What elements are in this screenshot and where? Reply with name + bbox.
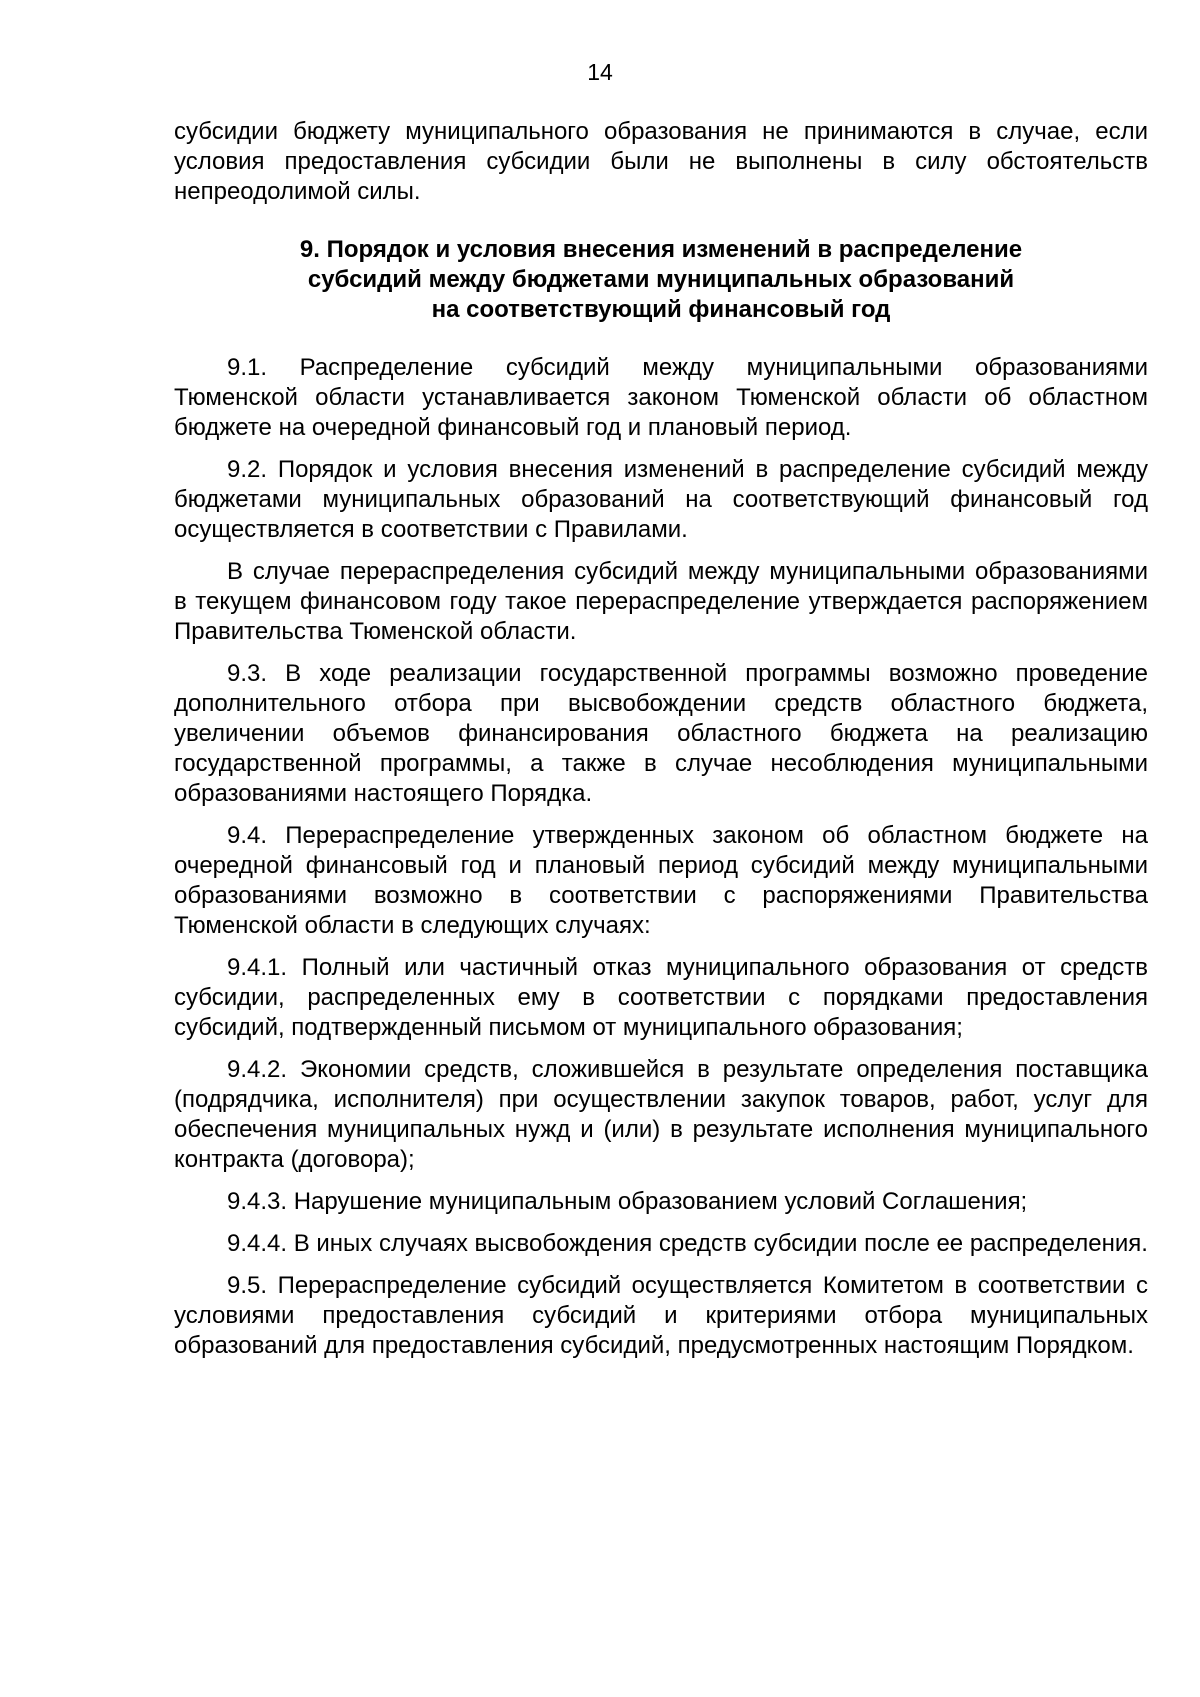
section-heading-line-3: на соответствующий финансовый год bbox=[431, 296, 891, 323]
paragraph-9-4-1: 9.4.1. Полный или частичный отказ муниципального образования от средств субсидии, распределенных ему в соответствии с порядками предоставления субсидий, подтвержденный письмом от муниципального образования; bbox=[174, 954, 1148, 1041]
paragraph-9-4-3: 9.4.3. Нарушение муниципальным образованием условий Соглашения; bbox=[227, 1188, 1028, 1215]
section-heading bbox=[174, 235, 1148, 325]
paragraph-9-1: 9.1. Распределение субсидий между муниципальными образованиями Тюменской области устанавливается законом Тюменской области об областном бюджете на очередной финансовый год и плановый период. bbox=[174, 354, 1148, 441]
section-heading-line-1: 9. Порядок и условия внесения изменений в распределение bbox=[299, 236, 1023, 263]
paragraph-redistribution: В случае перераспределения субсидий между муниципальными образованиями в текущем финансовом году такое перераспределение утверждается распоряжением Правительства Тюменской области. bbox=[174, 558, 1148, 645]
intro-paragraph: субсидии бюджету муниципального образования не принимаются в случае, если условия предоставления субсидии были не выполнены в силу обстоятельств непреодолимой силы. bbox=[174, 118, 1148, 205]
document-body bbox=[174, 117, 1148, 1373]
paragraph-9-2: 9.2. Порядок и условия внесения изменений в распределение субсидий между бюджетами муниципальных образований на соответствующий финансовый год осуществляется в соответствии с Правилами. bbox=[174, 456, 1148, 543]
paragraph-9-5: 9.5. Перераспределение субсидий осуществляется Комитетом в соответствии с условиями предоставления субсидий и критериями отбора муниципальных образований для предоставления субсидий, предусмотренных настоящим Порядком. bbox=[174, 1272, 1148, 1359]
paragraph-9-3: 9.3. В ходе реализации государственной программы возможно проведение дополнительного отбора при высвобождении средств областного бюджета, увеличении объемов финансирования областного бюджета на реализацию государственной программы, а также в случае несоблюдения муниципальными образованиями настоящего Порядка. bbox=[174, 660, 1148, 807]
paragraph-9-4-4: 9.4.4. В иных случаях высвобождения средств субсидии после ее распределения. bbox=[227, 1230, 1148, 1257]
paragraph-9-4: 9.4. Перераспределение утвержденных законом об областном бюджете на очередной финансовый год и плановый период субсидий между муниципальными образованиями возможно в соответствии с распоряжениями Правительства Тюменской области в следующих случаях: bbox=[174, 822, 1148, 939]
page-number: 14 bbox=[587, 59, 613, 85]
paragraph-9-4-2: 9.4.2. Экономии средств, сложившейся в результате определения поставщика (подрядчика, исполнителя) при осуществлении закупок товаров, работ, услуг для обеспечения муниципальных нужд и (или) в результате исполнения муниципального контракта (договора); bbox=[174, 1056, 1148, 1173]
section-heading-line-2: субсидий между бюджетами муниципальных образований bbox=[307, 266, 1015, 293]
